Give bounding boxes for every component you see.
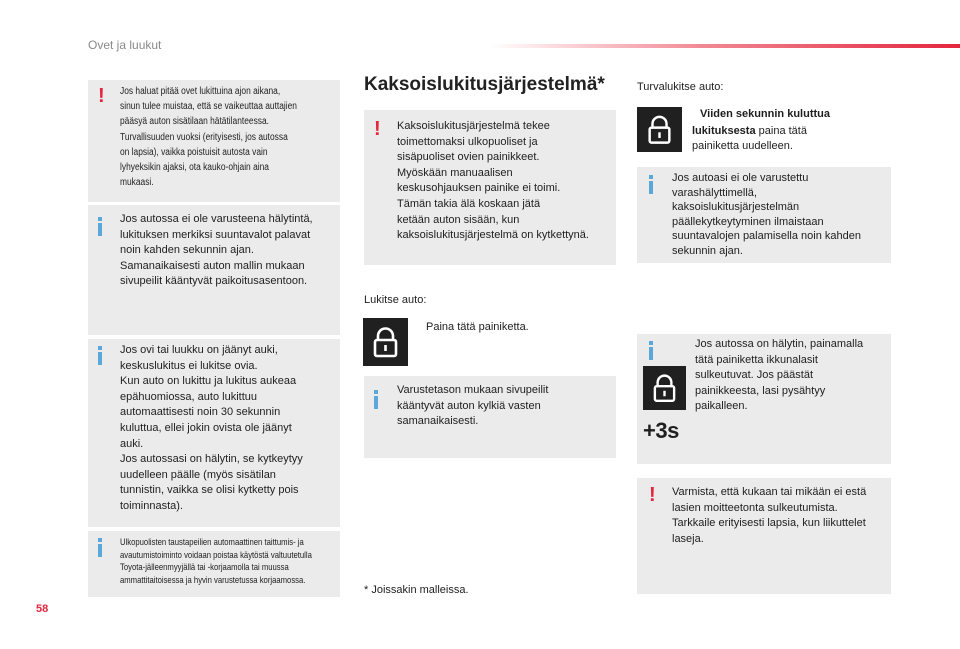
warning-icon: !	[374, 118, 381, 140]
footnote: * Joissakin malleissa.	[364, 584, 469, 596]
info-box-indicators	[88, 205, 340, 335]
info-box-mirrors	[88, 531, 340, 597]
info-box-no-alarm	[637, 167, 891, 263]
lock-button-icon	[637, 107, 682, 152]
info-box-door-open	[88, 339, 340, 527]
info-icon	[98, 346, 102, 365]
warning-text: Kaksoislukitusjärjestelmä tekee toimettomaksi ulkopuoliset ja sisäpuoliset ovien painikkeet. Myöskään manuaalisen keskusohjauksen painike ei toimi. Tämän takia älä koskaan jätä ketään auton sisään, kun kaksoislukitusjärjestelmä on kytkettynä.	[397, 120, 589, 242]
info-text: Varustetason mukaan sivupeilit kääntyvät auton kylkiä vasten samanaikaisesti.	[397, 384, 549, 428]
warning-box-windows	[637, 478, 891, 594]
deadlock-step-bold: Viiden sekunnin kuluttua lukituksesta	[692, 108, 830, 137]
page-title: Kaksoislukitusjärjestelmä*	[364, 74, 605, 95]
lock-label: Lukitse auto:	[364, 294, 427, 306]
info-box-windows	[637, 334, 891, 464]
info-text: Jos autossa ei ole varusteena hälytintä, lukituksen merkiksi suuntavalot palavat noin kahden sekunnin ajan. Samanaikaisesti auton mallin mukaan sivupeilit kääntyvät paikoitusasentoon.	[120, 213, 313, 288]
warning-box-deadlock	[364, 110, 616, 265]
lock-step-text: Paina tätä painiketta.	[426, 321, 529, 333]
info-icon	[98, 217, 102, 236]
warning-text: Varmista, että kukaan tai mikään ei estä lasien moitteetonta sulkeutumista. Tarkkaile erityisesti lapsia, kun liikuttelet laseja.	[672, 486, 867, 545]
deadlock-label: Turvalukitse auto:	[637, 81, 724, 93]
deadlock-step	[692, 107, 892, 155]
deadlock-step-text: paina tätä painiketta uudelleen.	[692, 124, 807, 153]
info-text: Ulkopuolisten taustapeilien automaattinen taittumis- ja avautumistoiminto voidaan poistaa käytöstä valtuutetulla Toyota-jälleenmyyjällä tai -korjaamolla tai muussa ammattitaitoisessa ja hyvin varustetussa korjaamossa.	[120, 536, 312, 585]
padlock-icon	[637, 107, 682, 152]
page-number: 58	[36, 603, 49, 615]
lock-step	[418, 320, 529, 337]
info-box-side-mirrors	[364, 376, 616, 458]
info-text: Jos autoasi ei ole varustettu varashälyttimellä, kaksoislukitusjärjestelmän päällekytkeytyminen ilmaistaan suuntavalojen palamisella noin kahden sekunnin ajan.	[672, 172, 861, 257]
lock-button-icon	[363, 318, 408, 366]
warning-icon: !	[98, 85, 105, 107]
padlock-icon	[363, 318, 408, 366]
info-text: Jos ovi tai luukku on jäänyt auki, keskuslukitus ei lukitse ovia. Kun auto on lukittu ja lukitus aukeaa epähuomiossa, auto lukittuu automaattisesti noin 30 sekunnin kuluttua, ellei jokin ovista ole jäänyt auki. Jos autossasi on hälytin, se kytkeytyy uudelleen päälle (myös sisätilan tunnistin, vaikka se olisi kytketty pois toiminnasta).	[120, 344, 303, 512]
warning-icon: !	[649, 484, 656, 506]
info-icon	[649, 341, 653, 360]
hold-3s-label: +3s	[643, 418, 679, 443]
padlock-icon	[643, 366, 686, 410]
section-title: Ovet ja luukut	[88, 38, 162, 52]
lock-button-icon	[643, 366, 686, 410]
warning-box-doors-locked	[88, 80, 340, 202]
header-accent-line	[490, 44, 960, 48]
info-icon	[374, 390, 378, 409]
info-icon	[98, 538, 102, 557]
info-text: Jos autossa on hälytin, painamalla tätä painiketta ikkunalasit sulkeutuvat. Jos päästät painikkeesta, lasi pysähtyy paikalleen.	[695, 338, 864, 413]
warning-text: Jos haluat pitää ovet lukittuina ajon aikana, sinun tulee muistaa, että se vaikeuttaa auttajien pääsyä auton sisätilaan hätätilanteessa. Turvallisuuden vuoksi (erityisesti, jos autossa on lapsia), vaikka poistuisit autosta vain lyhyeksikin ajaksi, ota kauko-ohjain aina mukaasi.	[120, 86, 297, 189]
info-icon	[649, 175, 653, 194]
